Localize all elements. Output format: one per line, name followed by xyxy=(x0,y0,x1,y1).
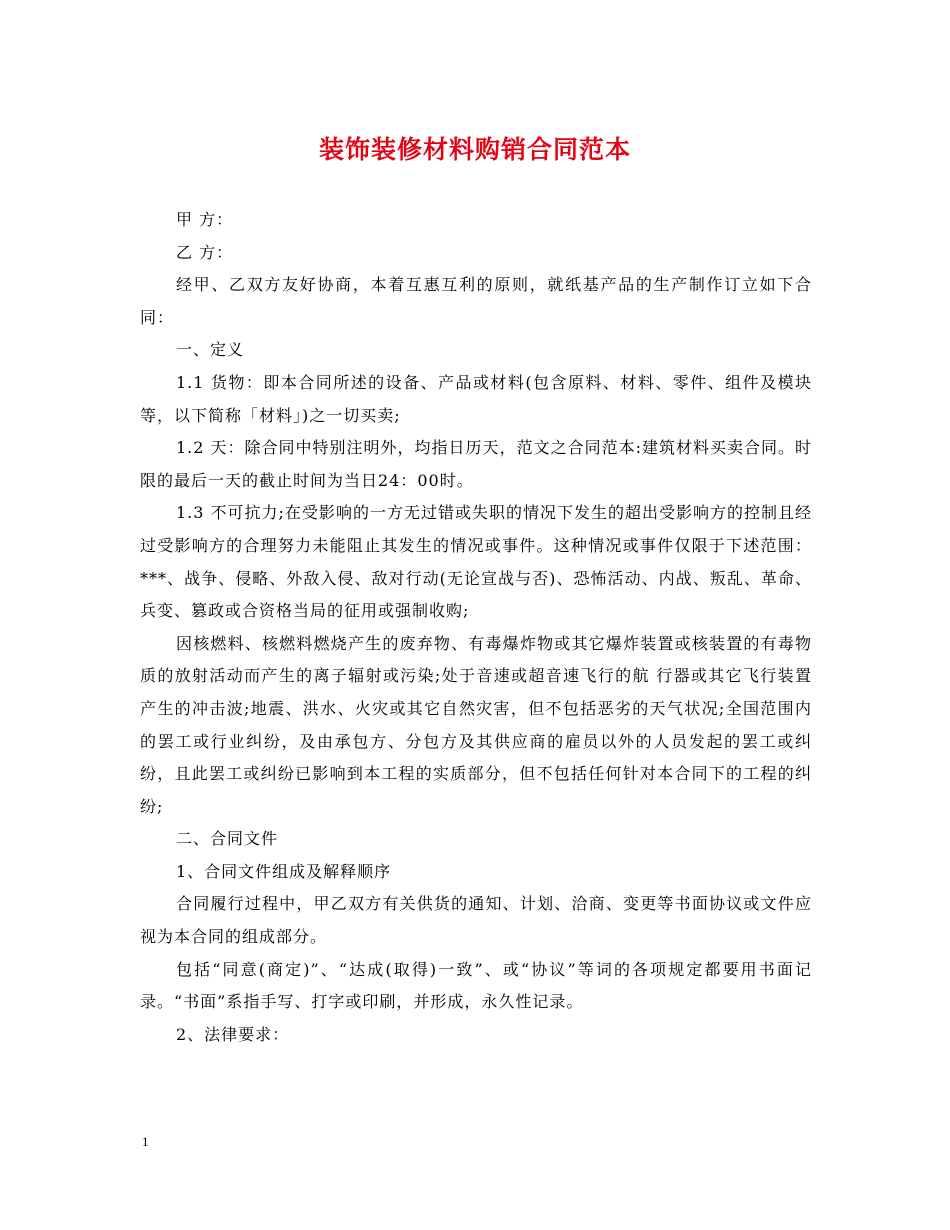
party-a-line: 甲 方： xyxy=(176,210,234,229)
section-heading: 一、定义 xyxy=(176,340,245,360)
subsection-heading: 1、合同文件组成及解释顺序 xyxy=(176,861,392,881)
clause-paragraph: 1.1 货物：即本合同所述的设备、产品或材料(包含原料、材料、零件、组件及模块等，以下简称「材料」)之一切买卖; xyxy=(140,372,812,425)
party-b-line: 乙 方： xyxy=(176,242,234,262)
subsection-heading: 2、法律要求： xyxy=(176,1024,290,1044)
clause-paragraph: 1.3 不可抗力;在受影响的一方无过错或失职的情况下发生的超出受影响方的控制且经过受影响方的合理努力未能阻止其发生的情况或事件。这种情况或事件仅限于下述范围：***、战争、侵略、外敌入侵、敌对行动(无论宣战与否)、恐怖活动、内战、叛乱、革命、兵变、篡政或合资格当局的征用或强制收购; xyxy=(140,503,812,621)
page-number: 1 xyxy=(142,1134,149,1149)
clause-paragraph: 1.2 天：除合同中特别注明外，均指日历天，范文之合同范本:建筑材料买卖合同。时限的最后一天的截止时间为当日24：00时。 xyxy=(140,438,812,490)
document-title: 装饰装修材料购销合同范本 xyxy=(318,135,631,164)
clause-paragraph: 合同履行过程中，甲乙双方有关供货的通知、计划、洽商、变更等书面协议或文件应视为本合同的组成部分。 xyxy=(140,894,812,947)
clause-paragraph: 包括“同意(商定)”、“达成(取得)一致”、或“协议”等词的各项规定都要用书面记录。“书面”系指手写、打字或印刷，并形成，永久性记录。 xyxy=(140,959,812,1012)
clause-paragraph: 因核燃料、核燃料燃烧产生的废弃物、有毒爆炸物或其它爆炸装置或核装置的有毒物质的放射活动而产生的离子辐射或污染;处于音速或超音速飞行的航 行器或其它飞行装置产生的冲击波;地震、洪水、火灾或其它自然灾害，但不包括恶劣的天气状况;全国范围内的罢工或行业纠纷，及由承包方、分包方及其供应商的雇员以外的人员发起的罢工或纠纷，且此罢工或纠纷已影响到本工程的实质部分，但不包括任何针对本合同下的工程的纠纷; xyxy=(140,633,812,816)
section-heading: 二、合同文件 xyxy=(176,829,279,849)
document-body xyxy=(140,204,812,1051)
preamble-paragraph: 经甲、乙双方友好协商，本着互惠互利的原则，就纸基产品的生产制作订立如下合同： xyxy=(140,275,812,327)
